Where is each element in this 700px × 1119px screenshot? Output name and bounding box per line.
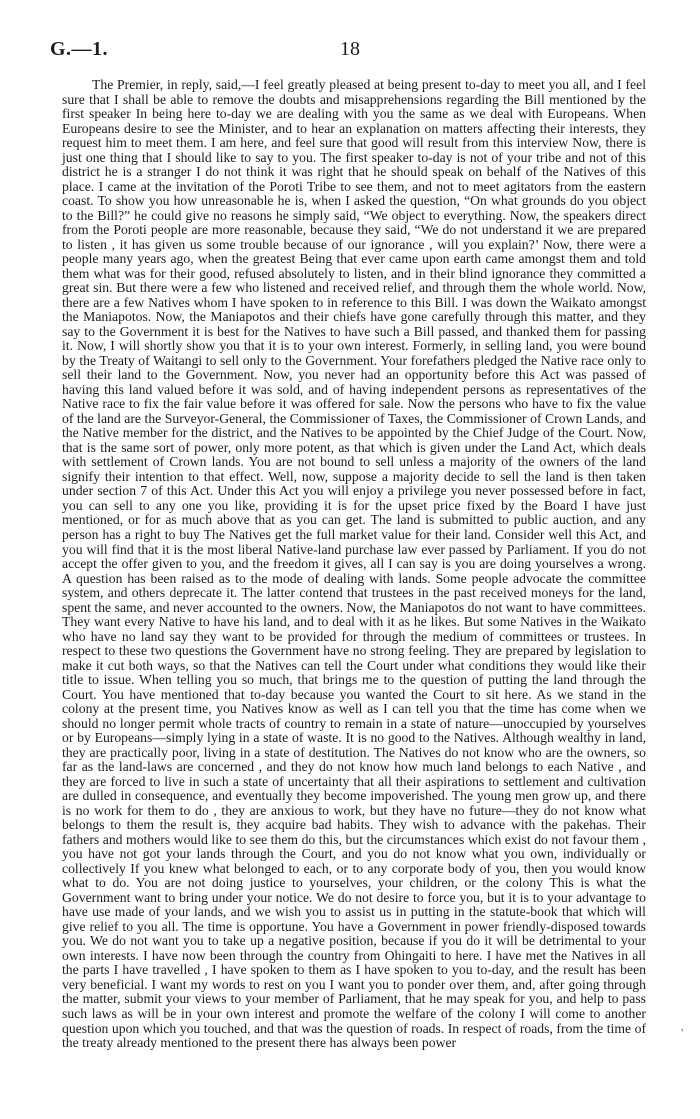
body-paragraph: The Premier, in reply, said,—I feel greatly pleased at being present to-day to meet you all, and I feel sure that I shall be able to remove the doubts and misapprehensions regarding the Bill mentioned by the first speaker In being here to-day we are dealing with you the same as we deal with Europeans. When Europeans desire to see the Minister, and to hear an explanation on matters affecting their interests, they request him to meet them. I am here, and feel sure that good will result from this interview Now, there is just one thing that I should like to say to you. The first speaker to-day is not of your tribe and not of this district he is a stranger I do not think it was right that he should speak on behalf of the Natives of this place. I came at the invitation of the Poroti Tribe to see them, and not to meet agitators from the eastern coast. To show you how unreasonable he is, when I asked the question, “On what grounds do you object to the Bill?” he could give no reasons he simply said, “We object to everything. Now, the speakers direct from the Poroti people are more reasonable, because they said, “We do not understand it we are prepared to listen , it has given us some trouble because of our ignorance , will you explain?’ Now, there were a people many years ago, when the greatest Being that ever came upon earth came amongst them and told them what was for their good, refused absolutely to listen, and in their blind ignorance they committed a great sin. But there were a few who listened and received relief, and through them the whole world. Now, there are a few Natives whom I have spoken to in reference to this Bill. I was down the Waikato amongst the Maniapotos. Now, the Maniapotos and their chiefs have gone carefully through this matter, and they say to the Government it is best for the Natives to have such a Bill passed, and thanked them for passing it. Now, I will shortly show you that it is to your own interest. Formerly, in selling land, you were bound by the Treaty of Waitangi to sell only to the Government. Your forefathers pledged the Native race only to sell their land to the Government. Now, you never had an opportunity before this Act was passed of having this land valued before it was sold, and of having independent persons as representatives of the Native race to fix the fair value before it was offered for sale. Now the persons who have to fix the value of the land are the Surveyor-General, the Commissioner of Taxes, the Commissioner of Crown Lands, and the Native member for the district, and the Natives to be appointed by the Chief Judge of the Court. Now, that is the same sort of power, only more potent, as that which is given under the Land Act, which deals with settlement of Crown lands. You are not bound to sell unless a majority of the owners of the land signify their intention to that effect. Well, now, suppose a majority decide to sell the land is then taken under section 7 of this Act. Under this Act you will enjoy a privilege you never possessed before in fact, you can sell to any one you like, providing it is for the upset price fixed by the Board I have just mentioned, or for as much above that as you can get. The land is submitted to public auction, and any person has a right to buy The Natives get the full market value for their land. Consider well this Act, and you will find that it is the most liberal Native-land purchase law ever passed by Parliament. If you do not accept the offer given to you, and the freedom it gives, all I can say is you are doing yourselves a wrong. A question has been raised as to the mode of dealing with lands. Some people advocate the committee system, and others deprecate it. The latter contend that trustees in the past received moneys for the land, spent the same, and never accounted to the owners. Now, the Maniapotos do not want to have committees. They want every Native to have his land, and to deal with it as he likes. But some Natives in the Waikato who have no land say they want to be provided for through the medium of committees or trustees. In respect to these two questions the Government have no strong feeling. They are prepared by legislation to make it cut both ways, so that the Natives can tell the Court under what conditions they would like their title to issue. When telling you so much, that brings me to the question of putting the land through the Court. You have mentioned that to-day because you wanted the Court to sit here. As we stand in the colony at the present time, you Natives know as well as I can tell you that the time has come when we should no longer permit whole tracts of country to remain in a state of nature—unoccupied by yourselves or by Europeans—simply lying in a state of waste. It is no good to the Natives. Although wealthy in land, they are practically poor, living in a state of destitution. The Natives do not know who are the owners, so far as the land-laws are concerned , and they do not know how much land belongs to each Native , and they are forced to live in such a state of uncertainty that all their aspirations to settlement and cultivation are dulled in consequence, and eventually they become impoverished. The young men grow up, and there is no work for them to do , they are anxious to work, but they have no future—they do not know what belongs to them the result is, they acquire bad habits. They wish to advance with the pakehas. Their fathers and mothers would like to see them do this, but the circumstances which exist do not favour them , you have not got your lands through the Court, and you do not know what you own, individually or collectively If you knew what belonged to each, or to any corporate body of you, then you would know what to do. You are not doing justice to yourselves, your children, or the colony This is what the Government want to bring under your notice. We do not desire to force you, but it is to your advantage to have use made of your lands, and we wish you to assist us in putting in the statute-book that which will give relief to you all. The time is opportune. You have a Government in power friendly-disposed towards you. We do not want you to take up a negative position, because if you do it will be detrimental to your own interests. I have now been through the country from Ohingaiti to here. I have met the Natives in all the parts I have travelled , I have spoken to them as I have spoken to you to-day, and the result has been very beneficial. I want my words to rest on you I want you to ponder over them, and, after going through the matter, submit your views to your member of Parliament, that he may speak for you, and help to pass such laws as will be in your own interest and promote the welfare of the colony I will come to another question upon which you touched, and that was the question of roads. In respect of roads, from the time of the treaty already mentioned to the present there has always been power [62, 77, 646, 1051]
document-reference: G.—1. [50, 38, 109, 60]
page-header [50, 38, 650, 68]
margin-mark: , [681, 1022, 684, 1033]
page-number: 18 [340, 38, 360, 60]
